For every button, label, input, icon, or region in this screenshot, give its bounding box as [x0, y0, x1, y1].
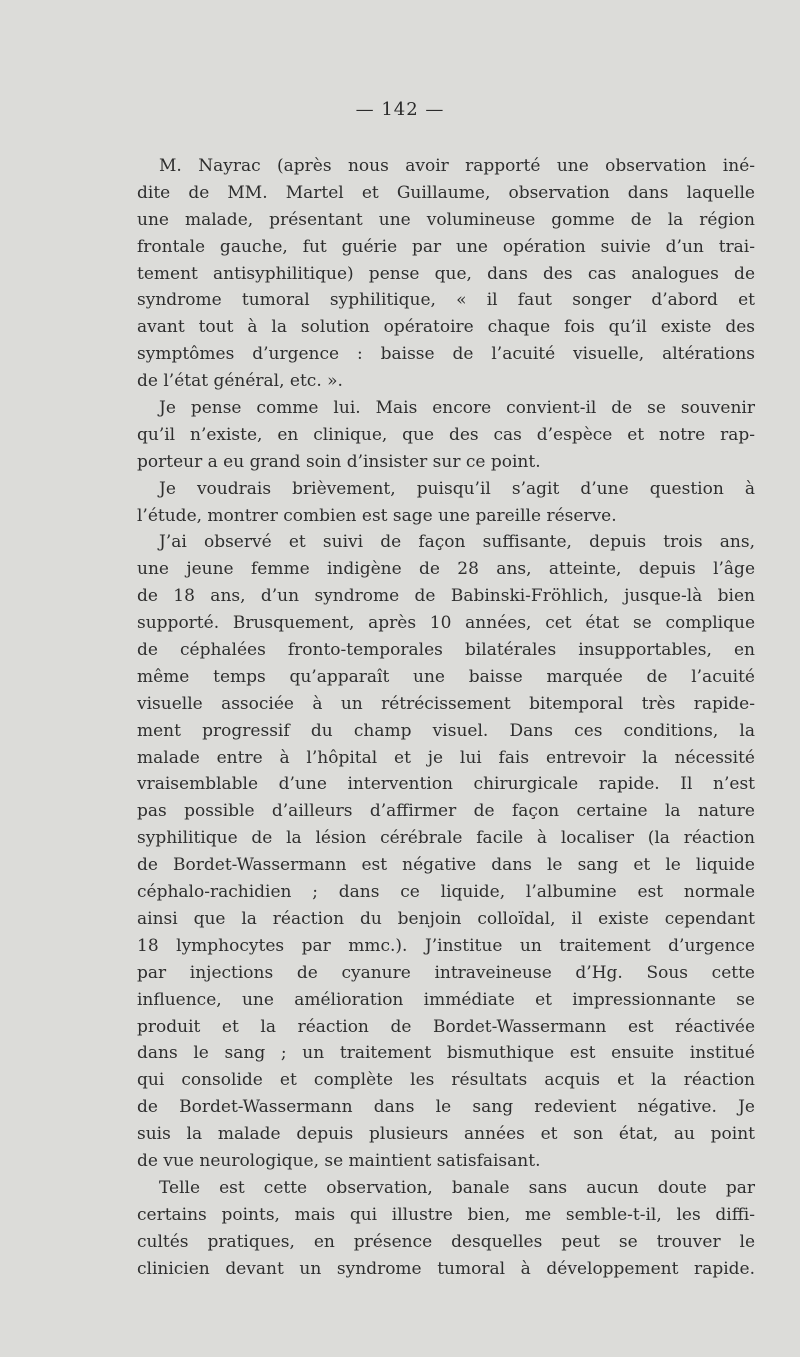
text-line: produit et la réaction de Bordet-Wassermann est réactivée — [137, 1016, 755, 1037]
text-line: dans le sang ; un traitement bismuthique est ensuite institué — [137, 1043, 755, 1064]
text-line: ainsi que la réaction du benjoin colloïdal, il existe cependant — [137, 908, 755, 929]
text-line: même temps qu’apparaît une baisse marquée de l’acuité — [137, 666, 755, 687]
text-line: pas possible d’ailleurs d’affirmer de façon certaine la nature — [137, 801, 755, 822]
text-line: symptômes d’urgence : baisse de l’acuité visuelle, altérations — [137, 344, 755, 365]
text-line: frontale gauche, fut guérie par une opération suivie d’un trai- — [137, 236, 755, 257]
text-line: de Bordet-Wassermann dans le sang redevient négative. Je — [137, 1097, 755, 1118]
text-line: de l’état général, etc. ». — [137, 371, 343, 392]
text-line: de vue neurologique, se maintient satisfaisant. — [137, 1150, 541, 1171]
text-line: Je voudrais brièvement, puisqu’il s’agit d’une question à — [159, 478, 755, 499]
text-line: certains points, mais qui illustre bien, me semble-t-il, les diffi- — [137, 1204, 755, 1225]
text-line: supporté. Brusquement, après 10 années, cet état se complique — [137, 613, 755, 634]
text-line: tement antisyphilitique) pense que, dans des cas analogues de — [137, 263, 755, 284]
text-line: 18 lymphocytes par mmc.). J’institue un traitement d’urgence — [137, 935, 755, 956]
text-line: qu’il n’existe, en clinique, que des cas d’espèce et notre rap- — [137, 424, 755, 445]
text-line: visuelle associée à un rétrécissement bitemporal très rapide- — [137, 693, 755, 714]
text-line: une malade, présentant une volumineuse gomme de la région — [137, 209, 755, 230]
text-line: de Bordet-Wassermann est négative dans le sang et le liquide — [137, 855, 755, 876]
text-line: dite de MM. Martel et Guillaume, observation dans laquelle — [137, 182, 755, 203]
text-line: porteur a eu grand soin d’insister sur ce point. — [137, 451, 541, 472]
text-line: malade entre à l’hôpital et je lui fais entrevoir la nécessité — [137, 747, 755, 768]
text-line: suis la malade depuis plusieurs années et son état, au point — [137, 1124, 755, 1145]
text-line: Telle est cette observation, banale sans aucun doute par — [159, 1177, 755, 1198]
text-line: de céphalées fronto-temporales bilatérales insupportables, en — [137, 640, 755, 661]
text-line: cultés pratiques, en présence desquelles peut se trouver le — [137, 1231, 755, 1252]
text-line: Je pense comme lui. Mais encore convient-il de se souvenir — [159, 398, 755, 419]
text-line: M. Nayrac (après nous avoir rapporté une observation iné- — [159, 156, 755, 176]
text-line: de 18 ans, d’un syndrome de Babinski-Fröhlich, jusque-là bien — [137, 586, 755, 607]
text-line: avant tout à la solution opératoire chaque fois qu’il existe des — [137, 317, 755, 338]
text-line: clinicien devant un syndrome tumoral à développement rapide. — [137, 1258, 755, 1279]
text-line: céphalo-rachidien ; dans ce liquide, l’albumine est normale — [137, 882, 755, 903]
body-text — [137, 153, 755, 1282]
text-line: J’ai observé et suivi de façon suffisante, depuis trois ans, — [159, 532, 755, 553]
text-line: syphilitique de la lésion cérébrale facile à localiser (la réaction — [137, 828, 755, 849]
text-line: une jeune femme indigène de 28 ans, atteinte, depuis l’âge — [137, 559, 755, 580]
text-line: vraisemblable d’une intervention chirurgicale rapide. Il n’est — [137, 774, 755, 795]
text-line: ment progressif du champ visuel. Dans ces conditions, la — [137, 720, 755, 741]
text-line: par injections de cyanure intraveineuse d’Hg. Sous cette — [137, 962, 755, 983]
text-line: l’étude, montrer combien est sage une pareille réserve. — [137, 505, 617, 526]
page-number: — 142 — — [355, 99, 445, 120]
text-line: influence, une amélioration immédiate et impressionnante se — [137, 989, 755, 1010]
text-line: qui consolide et complète les résultats acquis et la réaction — [137, 1070, 755, 1091]
text-line: syndrome tumoral syphilitique, « il faut songer d’abord et — [137, 290, 755, 311]
